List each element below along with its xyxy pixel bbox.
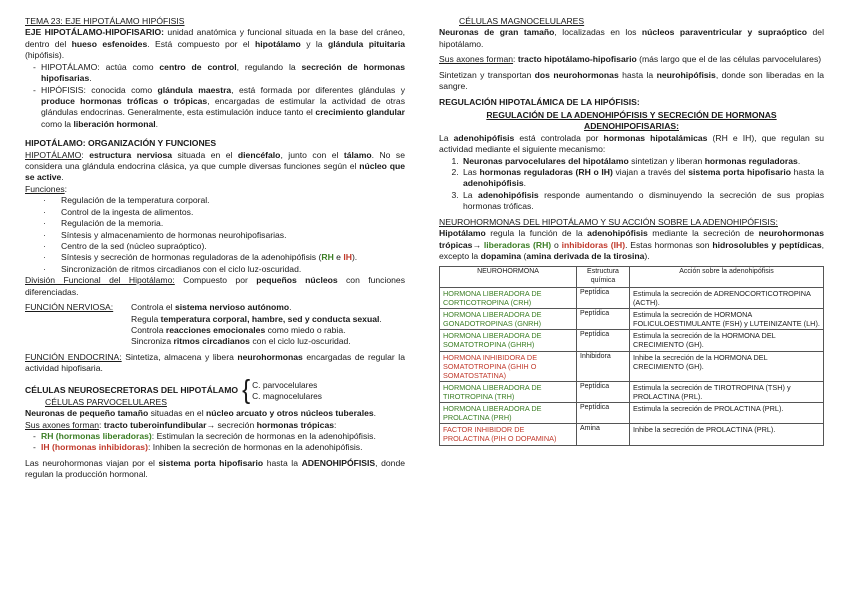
list-item: · Regulación de la temperatura corporal.	[43, 195, 405, 206]
hormone-name-cell: HORMONA LIBERADORA DE TIROTROPINA (TRH)	[440, 381, 577, 402]
funcion-nerviosa-label: FUNCIÓN NERVIOSA:	[25, 302, 114, 313]
list-item: · Síntesis y almacenamiento de hormonas neurohipofisarias.	[43, 230, 405, 241]
organizacion-paragraph: HIPOTÁLAMO: estructura nerviosa situada en el diencéfalo, junto con el tálamo. No se considera una glándula endocrina clásica, ya que cumple diversas funciones según el núcleo que se active.	[25, 149, 406, 183]
structure-cell: Inhibidora	[577, 351, 630, 381]
table-header: Acción sobre la adenohipófisis	[630, 267, 824, 288]
list-item: · Regulación de la memoria.	[43, 218, 405, 229]
list-item: · Síntesis y secreción de hormonas reguladoras de la adenohipófisis (RH e IH).	[43, 252, 405, 263]
eje-paragraph: EJE HIPOTÁLAMO-HIPOFISARIO: unidad anatómica y funcional situada en la base del cráneo, dentro del hueso esfenoides. Está compuesto por el hipotálamo y la glándula pituitaria (hipófisis).	[25, 27, 405, 61]
neurohormonas-heading: NEUROHORMONAS DEL HIPOTÁLAMO Y SU ACCIÓN SOBRE LA ADENOHIPÓFISIS:	[439, 216, 778, 227]
hormone-name-cell: HORMONA LIBERADORA DE PROLACTINA (PRH)	[440, 403, 577, 424]
table-header-row	[440, 267, 824, 288]
list-item: 3. La adenohipófisis responde aumentando o disminuyendo la secreción de sus propias hormonas tróficas.	[461, 190, 824, 213]
hormone-name-cell: HORMONA LIBERADORA DE CORTICOTROPINA (CRH)	[440, 287, 577, 308]
magnocelulares-paragraph: Neuronas de gran tamaño, localizadas en los núcleos paraventricular y supraóptico del hipotálamo.	[439, 27, 825, 49]
list-item-rh: - RH (hormonas liberadoras): Estimulan la secreción de hormonas en la adenohipófisis.	[33, 431, 405, 442]
table-row	[440, 287, 824, 308]
list-item: · Sincronización de ritmos circadianos con el ciclo luz-oscuridad.	[43, 264, 405, 275]
structure-cell: Peptídica	[577, 309, 630, 330]
hormonas-tropicas-list	[25, 431, 405, 454]
table-row	[440, 309, 824, 330]
list-item: 1. Neuronas parvocelulares del hipotálamo sintetizan y liberan hormonas reguladoras.	[461, 156, 824, 167]
structure-cell: Peptídica	[577, 287, 630, 308]
celulas-neurosecretoras-label: CÉLULAS NEUROSECRETORAS DEL HIPOTÁLAMO	[25, 384, 239, 395]
cell-type-magno: C. magnocelulares	[252, 390, 322, 401]
funcion-nerviosa-lines: Controla el sistema nervioso autónomo. Regula temperatura corporal, hambre, sed y conducta sexual. Controla reacciones emocionales como miedo o rabia. Sincroniza ritmos circadianos con el ciclo luz-oscuridad.	[131, 302, 382, 347]
table-header: Estructura química	[577, 267, 630, 288]
cell-type-parvo: C. parvocelulares	[252, 380, 318, 391]
parvocelulares-heading: CÉLULAS PARVOCELULARES	[45, 396, 167, 407]
table-row	[440, 330, 824, 351]
hormone-name-cell: HORMONA INHIBIDORA DE SOMATOTROPINA (GHIH O SOMATOSTATINA)	[440, 351, 577, 381]
neurohormonas-viaje-paragraph: Las neurohormonas viajan por el sistema porta hipofisario hasta la ADENOHIPÓFISIS, donde regulan la producción hormonal.	[25, 457, 406, 480]
regulacion-subheading: REGULACIÓN DE LA ADENOHIPÓFISIS Y SECRECIÓN DE HORMONAS ADENOHIPOFISARIAS:	[486, 109, 777, 132]
neurohormonas-table	[439, 266, 824, 445]
brace-icon: {	[242, 375, 251, 405]
list-item: 2. Las hormonas reguladoras (RH o IH) viajan a través del sistema porta hipofisario hasta la adenohipófisis.	[461, 167, 824, 190]
funcion-endocrina-paragraph: FUNCIÓN ENDOCRINA: Sintetiza, almacena y libera neurohormonas encargadas de regular la actividad hipofisaria.	[25, 351, 405, 374]
list-item-hipotalamo: - HIPOTÁLAMO: actúa como centro de control, regulando la secreción de hormonas hipofisarias.	[33, 62, 405, 85]
mecanismo-list	[439, 156, 824, 213]
structure-cell: Peptídica	[577, 330, 630, 351]
action-cell: Estimula la secreción de PROLACTINA (PRL).	[630, 403, 824, 424]
hormone-name-cell: HORMONA LIBERADORA DE SOMATOTROPINA (GHRH)	[440, 330, 577, 351]
list-item: · Centro de la sed (núcleo supraóptico).	[43, 241, 405, 252]
magno-axones-paragraph: Sus axones forman: tracto hipotálamo-hipofisario (más largo que el de las células parvocelulares)	[439, 54, 822, 65]
table-row	[440, 424, 824, 445]
section-heading-organizacion: HIPOTÁLAMO: ORGANIZACIÓN Y FUNCIONES	[25, 138, 217, 149]
sintetizan-paragraph: Sintetizan y transportan dos neurohormonas hasta la neurohipófisis, donde son liberadas en la sangre.	[439, 69, 824, 92]
hormone-name-cell: FACTOR INHIBIDOR DE PROLACTINA (PIH O DOPAMINA)	[440, 424, 577, 445]
list-item-hipofisis: - HIPÓFISIS: conocida como glándula maestra, está formada por diferentes glándulas y produce hormonas tróficas o trópicas, encargadas de estimular la actividad de otras glándulas endocrinas. Generalmente, esta estimulación induce tanto el crecimiento glandular como la liberación hormonal.	[33, 85, 405, 131]
table-row	[440, 403, 824, 424]
right-column	[439, 16, 824, 446]
list-item: · Control de la ingesta de alimentos.	[43, 207, 405, 218]
document-title: TEMA 23: EJE HIPOTÁLAMO HIPÓFISIS	[25, 16, 185, 26]
division-funcional-paragraph: División Funcional del Hipotálamo: Compuesto por pequeños núcleos con funciones diferenciadas.	[25, 275, 406, 297]
action-cell: Estimula la secreción de la HORMONA DEL CRECIMIENTO (GH).	[630, 330, 824, 351]
action-cell: Estimula la secreción de ADRENOCORTICOTROPINA (ACTH).	[630, 287, 824, 308]
table-row	[440, 381, 824, 402]
structure-cell: Peptídica	[577, 381, 630, 402]
action-cell: Inhibe la secreción de PROLACTINA (PRL).	[630, 424, 824, 445]
action-cell: Estimula la secreción de HORMONA FOLICULOESTIMULANTE (FSH) y LUTEINIZANTE (LH).	[630, 309, 824, 330]
funciones-label: Funciones:	[25, 183, 68, 194]
table-row	[440, 351, 824, 381]
regulacion-paragraph: La adenohipófisis está controlada por hormonas hipotalámicas (RH e IH), que regulan su actividad mediante el siguiente mecanismo:	[439, 132, 824, 155]
structure-cell: Peptídica	[577, 403, 630, 424]
action-cell: Inhibe la secreción de la HORMONA DEL CRECIMIENTO (GH).	[630, 351, 824, 381]
action-cell: Estimula la secreción de TIROTROPINA (TSH) y PROLACTINA (PRL).	[630, 381, 824, 402]
table-header: NEUROHORMONA	[440, 267, 577, 288]
parvocelulares-paragraph: Neuronas de pequeño tamaño situadas en el núcleo arcuato y otros núcleos tuberales.	[25, 408, 377, 419]
list-item-ih: - IH (hormonas inhibidoras): Inhiben la secreción de hormonas en la adenohipófisis.	[33, 442, 405, 453]
parvo-axones-paragraph: Sus axones forman: tracto tuberoinfundibular→ secreción hormonas trópicas:	[25, 419, 337, 430]
neurohormonas-paragraph: Hipotálamo regula la función de la adenohipófisis mediante la secreción de neurohormonas trópicas→ liberadoras (RH) o inhibidoras (IH). Estas hormonas son hidrosolubles y peptídicas, excepto la dopamina (amina derivada de la tirosina).	[439, 228, 824, 262]
funciones-list	[25, 195, 405, 275]
magnocelulares-heading: CÉLULAS MAGNOCELULARES	[459, 16, 585, 26]
left-column	[25, 16, 405, 481]
regulacion-heading: REGULACIÓN HIPOTALÁMICA DE LA HIPÓFISIS:	[439, 96, 640, 107]
eje-components-list	[25, 62, 405, 131]
funcion-nerviosa-block	[25, 302, 405, 348]
structure-cell: Amina	[577, 424, 630, 445]
hormone-name-cell: HORMONA LIBERADORA DE GONADOTROPINAS (GNRH)	[440, 309, 577, 330]
